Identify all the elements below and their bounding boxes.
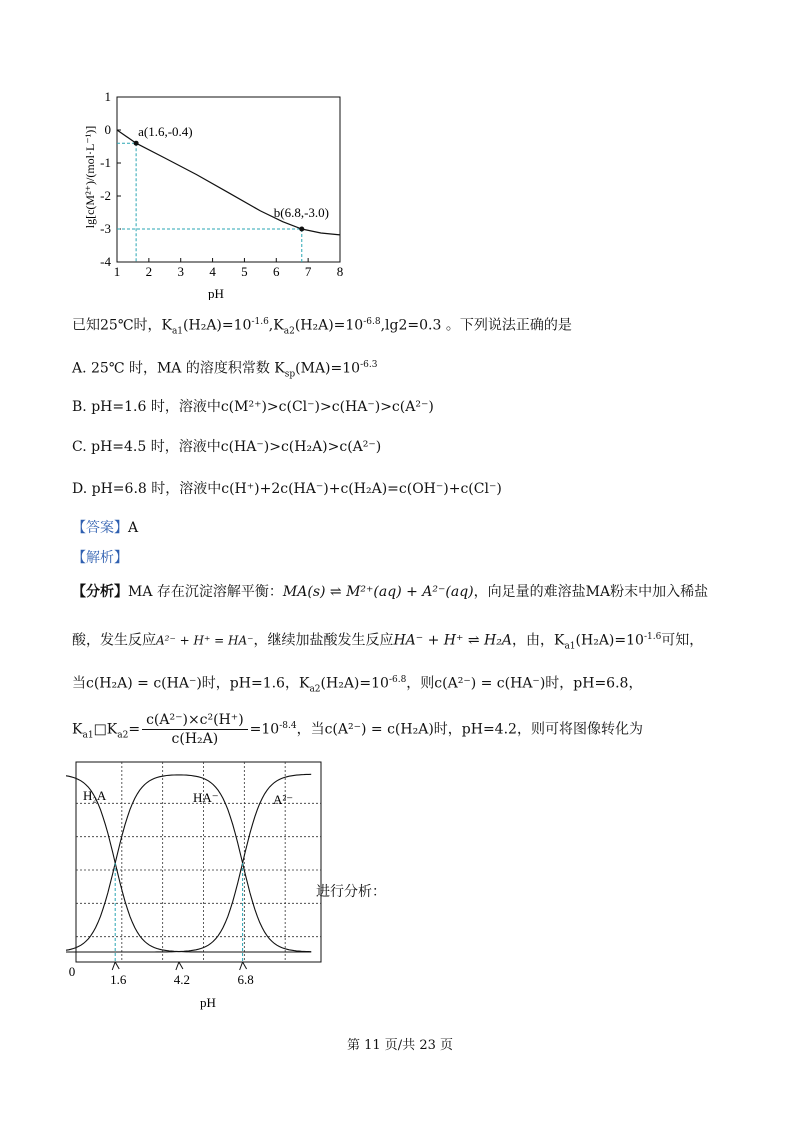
analysis-line2-eq2: HA⁻ + H⁺ ⇌ H₂A <box>393 632 512 649</box>
option-a-text: 25℃ 时，MA 的溶度积常数 K <box>91 360 285 377</box>
question-stem <box>72 312 572 341</box>
analysis-line4-b: =10 <box>249 721 280 738</box>
option-c <box>72 437 381 457</box>
analysis-line2-e: 可知， <box>661 632 704 649</box>
analysis-line3-a: 当c(H₂A) = c(HA⁻)时，pH=1.6，K <box>72 675 310 692</box>
ka2-pre: ,K <box>268 317 284 334</box>
analysis-line2-a: 酸，发生反应 <box>72 632 156 649</box>
chart1-frame <box>117 97 340 262</box>
chart1-x-tick-label: 5 <box>241 264 248 279</box>
analysis-line2-c: ，由，K <box>511 632 565 649</box>
option-a-letter: A. <box>72 360 87 377</box>
chart2-label-a: A²⁻ <box>273 792 294 807</box>
analysis-tag: 【分析】 <box>72 584 128 600</box>
option-a-sup: -6.3 <box>360 360 378 370</box>
analysis-line3-b: (H₂A)=10 <box>320 675 389 692</box>
chart1-svg <box>70 85 370 300</box>
chart1-x-label: pH <box>208 286 224 300</box>
chart1-y-tick-label: -2 <box>100 188 111 203</box>
chart1-x-tick-label: 4 <box>209 264 216 279</box>
analysis-fraction <box>142 711 248 748</box>
option-a-tail: (MA)=10 <box>295 360 361 377</box>
chart1-point-a-label: a(1.6,-0.4) <box>138 124 193 140</box>
option-a <box>72 355 377 384</box>
analysis-line3-c: ，则c(A²⁻) = c(HA⁻)时，pH=6.8， <box>406 675 643 692</box>
chart1-y-tick-label: -1 <box>100 155 111 170</box>
analysis-line3-sup: -6.8 <box>388 675 407 685</box>
stem-pre: 已知25℃时，K <box>72 317 172 334</box>
option-d <box>72 479 502 499</box>
option-c-letter: C. <box>72 439 87 455</box>
analysis-line4-a: K <box>72 721 83 738</box>
option-a-sub: sp <box>284 369 296 380</box>
analysis-line2-b: ，继续加盐酸发生反应 <box>253 632 394 649</box>
analysis-line2-sub: a1 <box>564 641 576 652</box>
analysis-line-3 <box>72 670 642 699</box>
analysis-after-chart: 进行分析： <box>316 884 386 900</box>
analysis-line-1 <box>72 582 708 602</box>
analysis-line-4 <box>72 706 643 755</box>
answer-value: A <box>128 520 139 536</box>
chart2-svg <box>66 760 328 1010</box>
stem-post: ,lg2=0.3 。下列说法正确的是 <box>380 317 572 334</box>
option-c-text: pH=4.5 时，溶液中c(HA⁻)>c(H₂A)>c(A²⁻) <box>91 439 382 455</box>
chart1-x-tick-label: 6 <box>273 264 280 279</box>
chart2-arrow <box>112 962 119 970</box>
chart1-y-tick-label: 0 <box>104 122 111 137</box>
chart2-mark-label: 6.8 <box>237 972 254 987</box>
chart1-y-tick-label: 1 <box>104 89 111 104</box>
chart1-x-tick-label: 2 <box>145 264 153 279</box>
ka1-sub: a1 <box>171 326 184 337</box>
chart2-arrow <box>176 962 183 970</box>
analysis-line4-sub2: a2 <box>117 730 129 741</box>
chart2-mark-label: 4.2 <box>173 972 191 987</box>
analysis-line3-sub: a2 <box>309 684 321 695</box>
ka1-exp: -1.6 <box>251 317 269 327</box>
answer-line <box>72 518 138 538</box>
analysis-line4-eq: = <box>128 721 141 738</box>
analysis-line1-eq: MA(s) ⇌ M²⁺(aq) + A²⁻(aq) <box>282 584 474 600</box>
chart2-origin: 0 <box>68 964 76 979</box>
chart1-point-a <box>134 141 139 146</box>
answer-label: 【答案】 <box>72 520 128 536</box>
analysis-line4-c: ，当c(A²⁻) = c(H₂A)时，pH=4.2，则可将图像转化为 <box>296 721 643 738</box>
ka2-sub: a2 <box>283 326 295 337</box>
analysis-line2-eq1: A²⁻ + H⁺ = HA⁻ <box>156 633 254 648</box>
chart2-label-ha: HA⁻ <box>193 790 219 805</box>
chart1-x-tick-label: 3 <box>177 264 184 279</box>
analysis-line-2 <box>72 627 703 656</box>
option-b-letter: B. <box>72 399 87 415</box>
analysis-line2-sup: -1.6 <box>643 632 662 642</box>
option-b <box>72 397 434 417</box>
chart1-point-b <box>299 227 304 232</box>
analysis-line4-sup: -8.4 <box>279 721 297 731</box>
chart2-mark-label: 1.6 <box>110 972 127 987</box>
analysis-line4-mid: □K <box>93 721 118 738</box>
chart2-label-h2a: H₂A <box>83 788 107 803</box>
chart1-x-tick-label: 7 <box>304 264 312 279</box>
chart1-y-tick-label: -4 <box>100 254 111 269</box>
page-footer: 第 11 页/共 23 页 <box>347 1038 453 1053</box>
analysis-line4-sub1: a1 <box>82 730 94 741</box>
option-d-text: pH=6.8 时，溶液中c(H⁺)+2c(HA⁻)+c(H₂A)=c(OH⁻)+c(Cl⁻) <box>91 481 502 497</box>
chart2-x-label: pH <box>200 995 216 1010</box>
analysis-line1-a: MA 存在沉淀溶解平衡： <box>128 584 283 600</box>
ka2-exp: -6.8 <box>363 317 381 327</box>
chart2-arrow <box>240 962 247 970</box>
chart1-y-label: lg[c(M²⁺)/(mol·L⁻¹)] <box>83 125 97 229</box>
analysis-line1-b: ，向足量的难溶盐MA粉末中加入稀盐 <box>473 584 709 600</box>
chart1-x-tick-label: 8 <box>336 264 344 279</box>
analysis-label: 【解析】 <box>72 550 128 566</box>
chart1-x-tick-label: 1 <box>113 264 121 279</box>
ka1-mid: (H₂A)=10 <box>183 317 252 334</box>
analysis-fraction-num: c(A²⁻)×c²(H⁺) <box>142 711 248 730</box>
option-d-letter: D. <box>72 481 88 497</box>
analysis-line2-d: (H₂A)=10 <box>575 632 644 649</box>
ka2-mid: (H₂A)=10 <box>294 317 364 334</box>
option-b-text: pH=1.6 时，溶液中c(M²⁺)>c(Cl⁻)>c(HA⁻)>c(A²⁻) <box>91 399 434 415</box>
chart1-y-tick-label: -3 <box>100 221 111 236</box>
analysis-fraction-den: c(H₂A) <box>171 731 219 748</box>
chart1-point-b-label: b(6.8,-3.0) <box>273 205 330 220</box>
